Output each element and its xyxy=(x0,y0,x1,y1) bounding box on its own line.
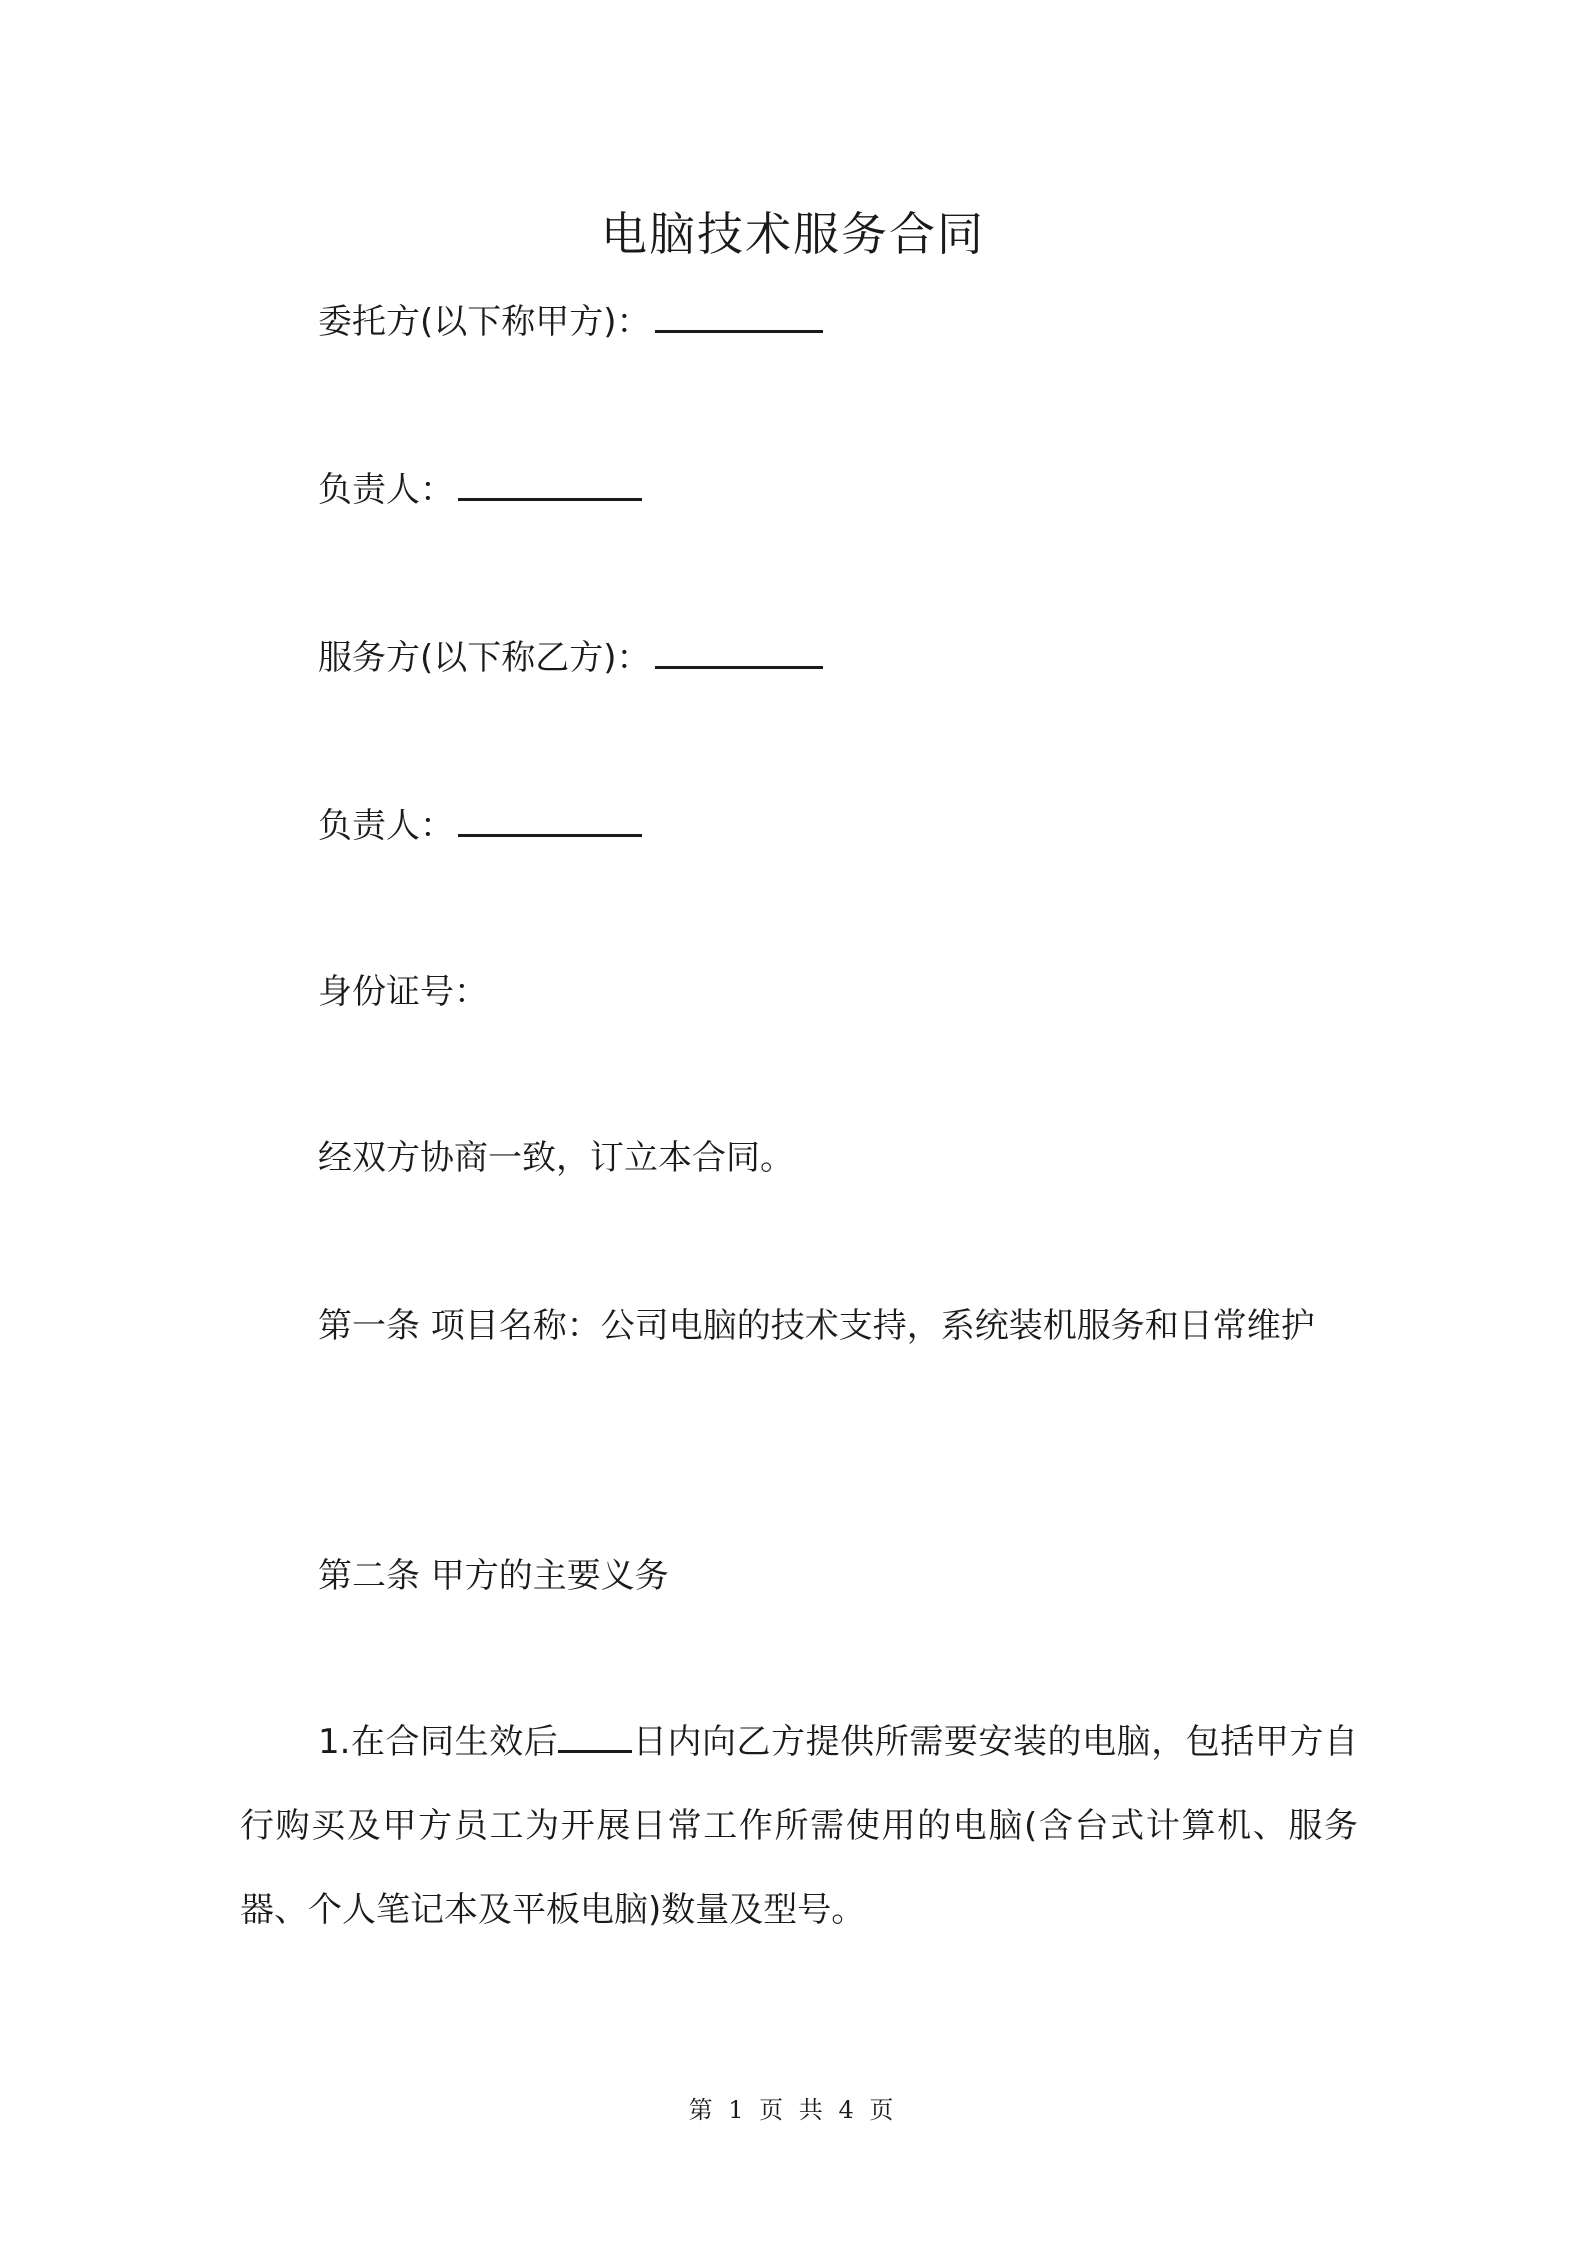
article-1: 第一条 项目名称：公司电脑的技术支持，系统装机服务和日常维护 xyxy=(318,1306,1315,1346)
party-b-representative-field xyxy=(318,802,642,850)
party-b-blank[interactable] xyxy=(655,634,823,669)
id-number-label: 身份证号： xyxy=(318,972,488,1012)
party-a-blank[interactable] xyxy=(655,298,823,333)
party-a-representative-blank[interactable] xyxy=(458,466,642,501)
party-b-field xyxy=(318,634,823,682)
clause-1 xyxy=(240,1700,1358,1952)
id-number-field xyxy=(318,968,488,1016)
party-b-representative-blank[interactable] xyxy=(458,802,642,837)
article-2-heading: 第二条 甲方的主要义务 xyxy=(318,1556,669,1596)
party-b-label: 服务方(以下称乙方)： xyxy=(318,638,651,678)
party-b-representative-label: 负责人： xyxy=(318,806,454,846)
party-a-representative-field xyxy=(318,466,642,514)
document-title: 电脑技术服务合同 xyxy=(601,207,985,261)
clause-1-prefix: 1.在合同生效后 xyxy=(318,1722,559,1762)
agreement-statement: 经双方协商一致，订立本合同。 xyxy=(318,1138,794,1178)
party-a-label: 委托方(以下称甲方)： xyxy=(318,302,651,342)
clause-1-days-blank[interactable] xyxy=(558,1716,632,1753)
clause-1-suffix: 日内向乙方提供所需要安装的电脑，包括甲方自行购买及甲方员工为开展日常工作所需使用的电脑(含台式计算机、服务器、个人笔记本及平板电脑)数量及型号。 xyxy=(240,1722,1358,1930)
party-a-field xyxy=(318,298,823,346)
party-a-representative-label: 负责人： xyxy=(318,470,454,510)
page-number: 第 1 页 共 4 页 xyxy=(688,2096,898,2124)
